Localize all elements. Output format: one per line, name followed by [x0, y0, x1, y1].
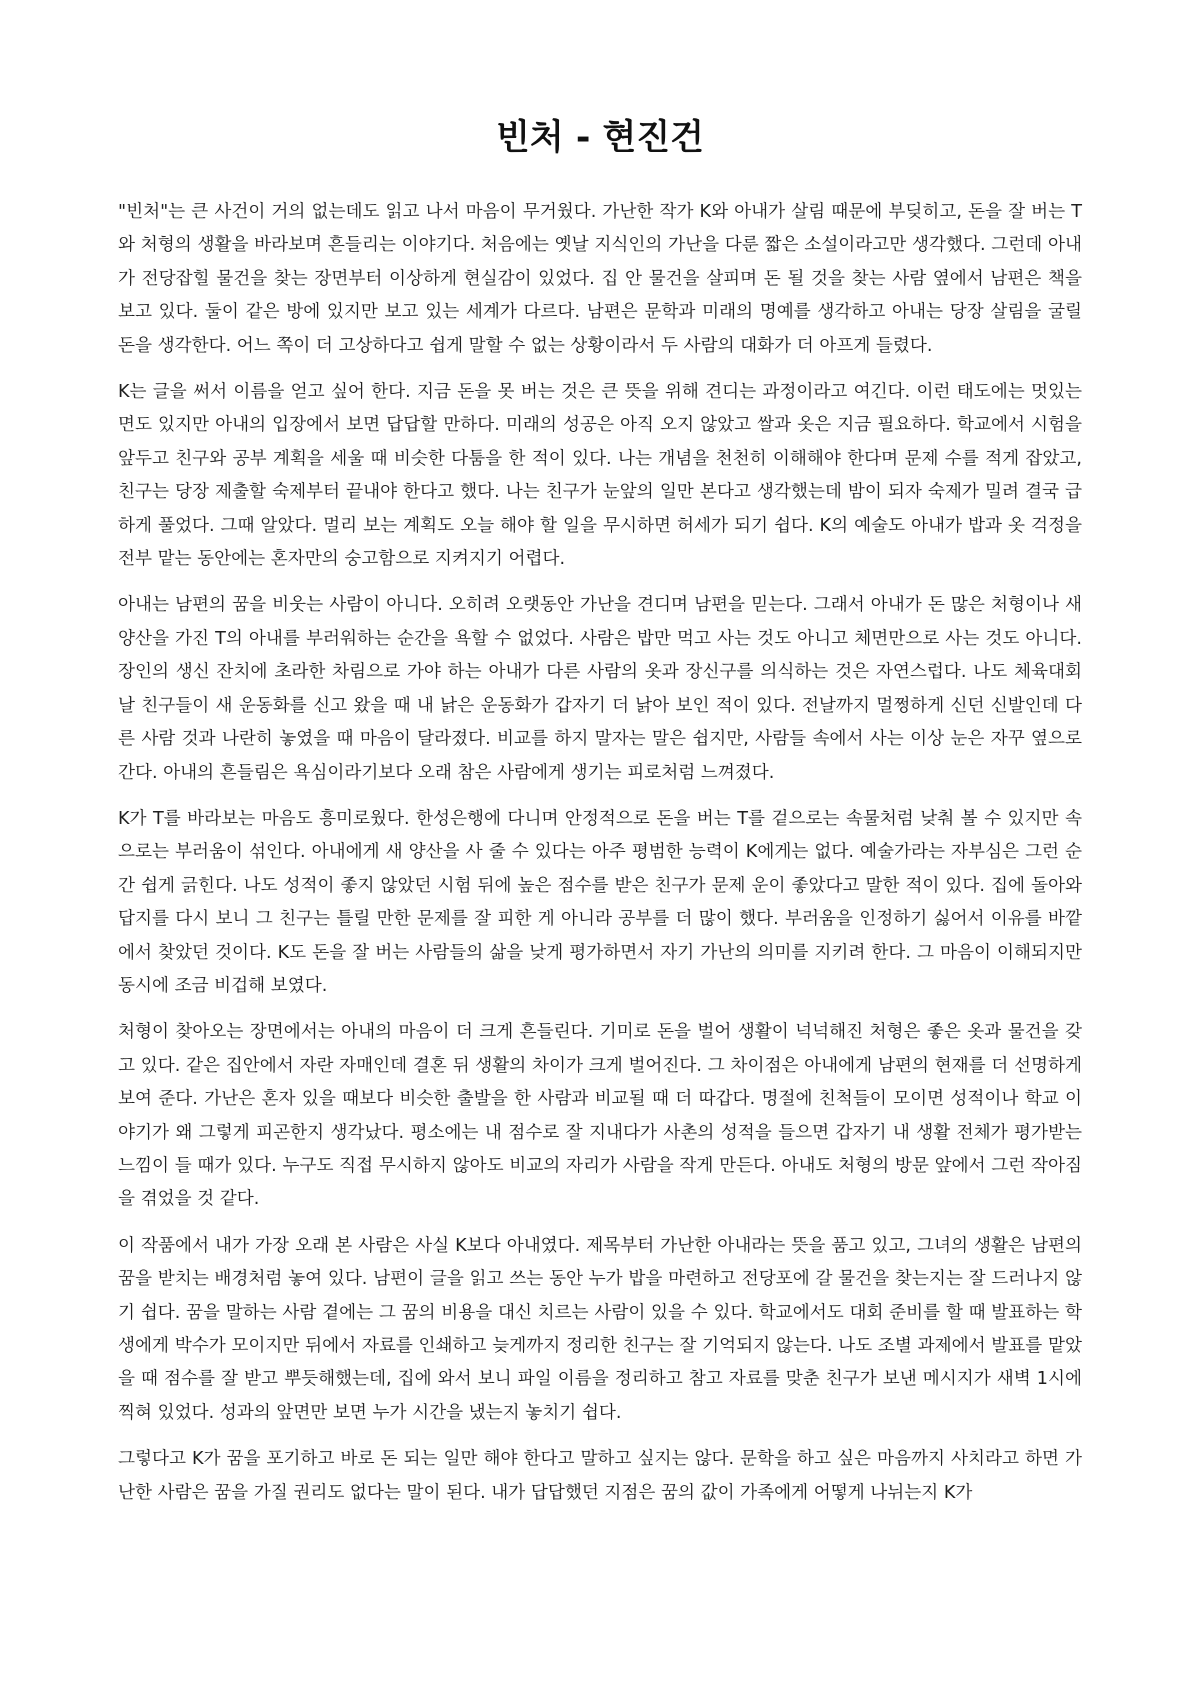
body-paragraph: K가 T를 바라보는 마음도 흥미로웠다. 한성은행에 다니며 안정적으로 돈을 버는 T를 겉으로는 속물처럼 낮춰 볼 수 있지만 속으로는 부러움이 섞인다. 아내에게 새 양산을 사 줄 수 있다는 아주 평범한 능력이 K에게는 없다. 예술가라는 자부심은 그런 순간 쉽게 긁힌다. 나도 성적이 좋지 않았던 시험 뒤에 높은 점수를 받은 친구가 문제 운이 좋았다고 말한 적이 있다. 집에 돌아와 답지를 다시 보니 그 친구는 틀릴 만한 문제를 잘 피한 게 아니라 공부를 더 많이 했다. 부러움을 인정하기 싫어서 이유를 바깥에서 찾았던 것이다. K도 돈을 잘 버는 사람들의 삶을 낮게 평가하면서 자기 가난의 의미를 지키려 한다. 그 마음이 이해되지만 동시에 조금 비겁해 보였다.	[118, 808, 1082, 996]
document-body	[118, 196, 1082, 1510]
body-paragraph: K는 글을 써서 이름을 얻고 싶어 한다. 지금 돈을 못 버는 것은 큰 뜻을 위해 견디는 과정이라고 여긴다. 이런 태도에는 멋있는 면도 있지만 아내의 입장에서 보면 답답할 만하다. 미래의 성공은 아직 오지 않았고 쌀과 옷은 지금 필요하다. 학교에서 시험을 앞두고 친구와 공부 계획을 세울 때 비슷한 다툼을 한 적이 있다. 나는 개념을 천천히 이해해야 한다며 문제 수를 적게 잡았고, 친구는 당장 제출할 숙제부터 끝내야 한다고 했다. 나는 친구가 눈앞의 일만 본다고 생각했는데 밤이 되자 숙제가 밀려 결국 급하게 풀었다. 그때 알았다. 멀리 보는 계획도 오늘 해야 할 일을 무시하면 허세가 되기 쉽다. K의 예술도 아내가 밥과 옷 걱정을 전부 맡는 동안에는 혼자만의 숭고함으로 지켜지기 어렵다.	[118, 382, 1082, 570]
body-paragraph: "빈처"는 큰 사건이 거의 없는데도 읽고 나서 마음이 무거웠다. 가난한 작가 K와 아내가 살림 때문에 부딪히고, 돈을 잘 버는 T와 처형의 생활을 바라보며 흔들리는 이야기다. 처음에는 옛날 지식인의 가난을 다룬 짧은 소설이라고만 생각했다. 그런데 아내가 전당잡힐 물건을 찾는 장면부터 이상하게 현실감이 있었다. 집 안 물건을 살피며 돈 될 것을 찾는 사람 옆에서 남편은 책을 보고 있다. 둘이 같은 방에 있지만 보고 있는 세계가 다르다. 남편은 문학과 미래의 명예를 생각하고 아내는 당장 살림을 굴릴 돈을 생각한다. 어느 쪽이 더 고상하다고 쉽게 말할 수 없는 상황이라서 두 사람의 대화가 더 아프게 들렸다.	[118, 202, 1082, 356]
body-paragraph: 아내는 남편의 꿈을 비웃는 사람이 아니다. 오히려 오랫동안 가난을 견디며 남편을 믿는다. 그래서 아내가 돈 많은 처형이나 새 양산을 가진 T의 아내를 부러워하는 순간을 욕할 수 없었다. 사람은 밥만 먹고 사는 것도 아니고 체면만으로 사는 것도 아니다. 장인의 생신 잔치에 초라한 차림으로 가야 하는 아내가 다른 사람의 옷과 장신구를 의식하는 것은 자연스럽다. 나도 체육대회 날 친구들이 새 운동화를 신고 왔을 때 내 낡은 운동화가 갑자기 더 낡아 보인 적이 있다. 전날까지 멀쩡하게 신던 신발인데 다른 사람 것과 나란히 놓였을 때 마음이 달라졌다. 비교를 하지 말자는 말은 쉽지만, 사람들 속에서 사는 이상 눈은 자꾸 옆으로 간다. 아내의 흔들림은 욕심이라기보다 오래 참은 사람에게 생기는 피로처럼 느껴졌다.	[118, 595, 1082, 783]
body-paragraph: 처형이 찾아오는 장면에서는 아내의 마음이 더 크게 흔들린다. 기미로 돈을 벌어 생활이 넉넉해진 처형은 좋은 옷과 물건을 갖고 있다. 같은 집안에서 자란 자매인데 결혼 뒤 생활의 차이가 크게 벌어진다. 그 차이점은 아내에게 남편의 현재를 더 선명하게 보여 준다. 가난은 혼자 있을 때보다 비슷한 출발을 한 사람과 비교될 때 더 따갑다. 명절에 친척들이 모이면 성적이나 학교 이야기가 왜 그렇게 피곤한지 생각났다. 평소에는 내 점수로 잘 지내다가 사촌의 성적을 들으면 갑자기 내 생활 전체가 평가받는 느낌이 들 때가 있다. 누구도 직접 무시하지 않아도 비교의 자리가 사람을 작게 만든다. 아내도 처형의 방문 앞에서 그런 작아짐을 겪었을 것 같다.	[118, 1022, 1082, 1210]
body-paragraph: 이 작품에서 내가 가장 오래 본 사람은 사실 K보다 아내였다. 제목부터 가난한 아내라는 뜻을 품고 있고, 그녀의 생활은 남편의 꿈을 받치는 배경처럼 놓여 있다. 남편이 글을 읽고 쓰는 동안 누가 밥을 마련하고 전당포에 갈 물건을 찾는지는 잘 드러나지 않기 쉽다. 꿈을 말하는 사람 곁에는 그 꿈의 비용을 대신 치르는 사람이 있을 수 있다. 학교에서도 대회 준비를 할 때 발표하는 학생에게 박수가 모이지만 뒤에서 자료를 인쇄하고 늦게까지 정리한 친구는 잘 기억되지 않는다. 나도 조별 과제에서 발표를 맡았을 때 점수를 잘 받고 뿌듯해했는데, 집에 와서 보니 파일 이름을 정리하고 참고 자료를 맞춘 친구가 보낸 메시지가 새벽 1시에 찍혀 있었다. 성과의 앞면만 보면 누가 시간을 냈는지 놓치기 쉽다.	[118, 1235, 1082, 1423]
document-title: 빈처 - 현진건	[496, 118, 704, 158]
body-paragraph: 그렇다고 K가 꿈을 포기하고 바로 돈 되는 일만 해야 한다고 말하고 싶지는 않다. 문학을 하고 싶은 마음까지 사치라고 하면 가난한 사람은 꿈을 가질 권리도 없다는 말이 된다. 내가 답답했던 지점은 꿈의 값이 가족에게 어떻게 나뉘는지 K가	[118, 1449, 1082, 1503]
